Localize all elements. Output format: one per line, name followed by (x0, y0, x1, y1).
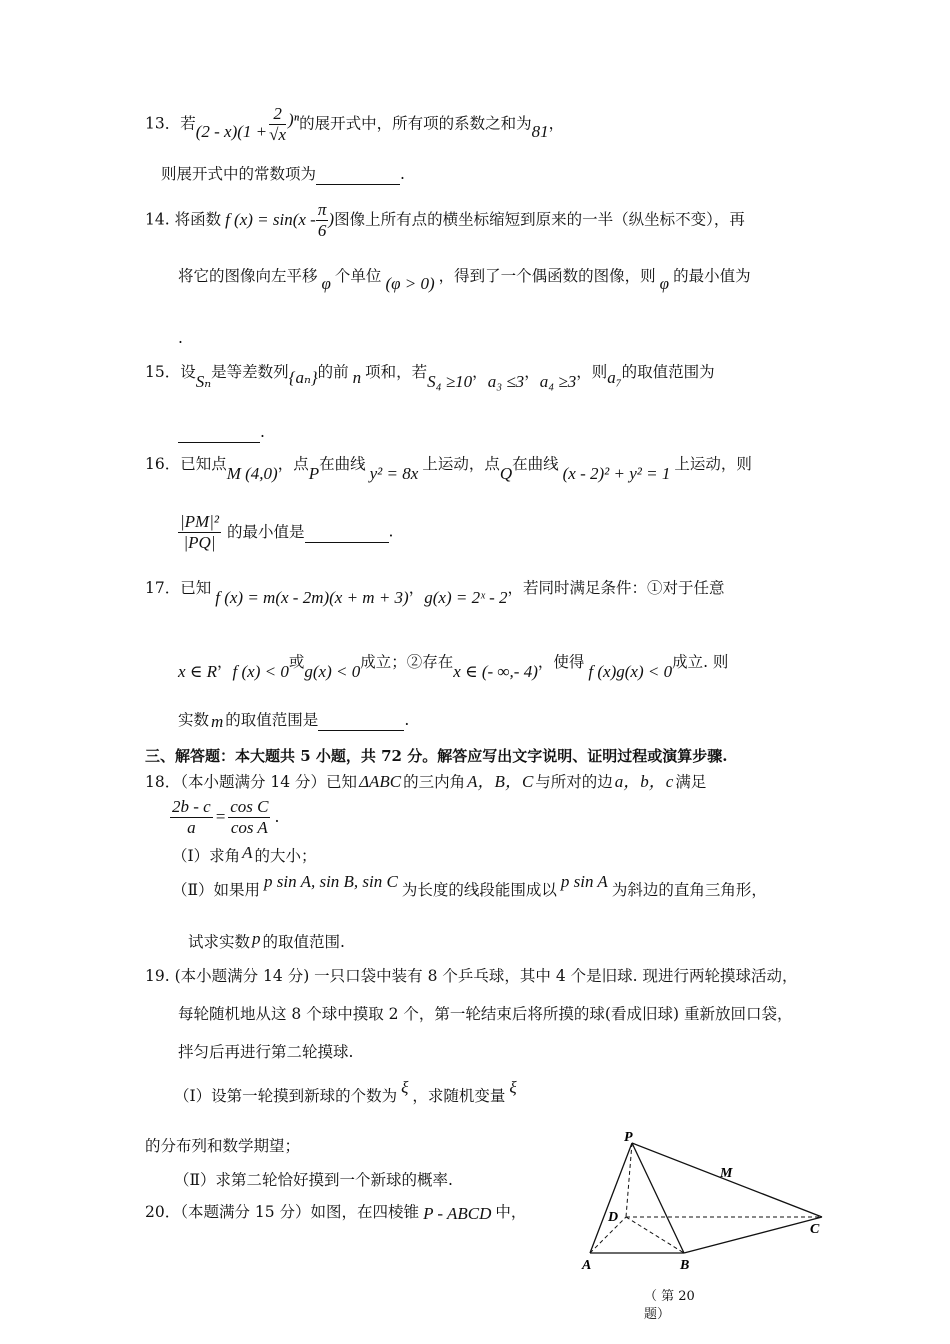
q13-end: . (400, 165, 405, 183)
q13-text1: 的展开式中，所有项的系数之和为 (299, 114, 532, 133)
q17-x-interval: x ∈ (- ∞,- 4) (453, 662, 538, 681)
edge-BC (684, 1217, 822, 1253)
q14-phi: φ (321, 274, 331, 293)
q15-number: 15．设 (145, 363, 196, 381)
q17-text2: 成立；②存在 (360, 653, 454, 671)
q16-curve1: y² = 8x (369, 464, 419, 483)
q19-part1-cont: 的分布列和数学期望； (145, 1137, 301, 1155)
q15-cond2: a₃ ≤3 (487, 372, 525, 391)
q13-expr-a: (2 - x)(1 + (195, 121, 268, 141)
q18-p1a: （Ⅰ）求角 (172, 847, 241, 865)
q13-number: 13．若 (145, 114, 196, 133)
q18-lengths: p sin A, sin B, sin C (264, 872, 398, 891)
q17-function-g: g(x) = 2ˣ - 2 (424, 588, 508, 607)
q18-dot: . (274, 807, 280, 826)
q16-text1: ，点 (277, 455, 309, 473)
q15-cond1: S₄ ≥10 (427, 372, 473, 391)
q14-phi-2: φ (659, 274, 670, 293)
q13-sum: 81 (531, 121, 549, 141)
q18-angle-A: A (242, 843, 253, 862)
q14-text4: ，得到了一个偶函数的图像，则 (438, 267, 656, 285)
q15-comma2: ， (524, 363, 540, 381)
q16-answer-blank[interactable] (305, 522, 389, 543)
q14-text5: 的最小值为 (673, 267, 751, 285)
q17-g-negative: g(x) < 0 (304, 662, 361, 681)
q15-text1: 是等差数列 (211, 363, 289, 381)
q17-m: m (211, 712, 224, 731)
q18-sides: a，b，c (614, 772, 674, 791)
q17-line3 (178, 710, 409, 731)
q17-text3: ，使得 (537, 653, 585, 671)
q17-function-f: f (x) = m(x - 2m)(x + m + 3) (215, 588, 409, 607)
q18-head: 18．（本小题满分 14 分）已知 (145, 773, 358, 791)
q17-or: 或 (288, 653, 305, 671)
q14-text1: 图像上所有点的横坐标缩短到原来的一半（纵坐标不变），再 (334, 210, 745, 229)
q17-sep2: ， (217, 653, 233, 671)
q15-end: . (260, 423, 265, 441)
q17-text1: ，若同时满足条件：①对于任意 (507, 579, 725, 597)
q14-line2 (178, 266, 751, 293)
q14-close-paren: ) (328, 209, 335, 229)
q16-text3: 上运动，点 (422, 455, 500, 473)
label-M: M (720, 1166, 733, 1181)
q18-p3a: 试求实数 (188, 933, 251, 951)
q16-point-Q: Q (499, 464, 513, 483)
q14-text2: 将它的图像向左平移 (178, 267, 318, 285)
q15-text4: ，则 (576, 363, 608, 381)
q18-p1b: 的大小； (254, 847, 317, 865)
q15-answer-blank[interactable] (178, 422, 260, 443)
q15-comma1: ， (472, 363, 488, 381)
q17-end: . (404, 711, 410, 729)
edge-PD (626, 1143, 632, 1217)
q20-head: 20．（本题满分 15 分）如图，在四棱锥 (145, 1203, 420, 1221)
q16-text6: 的最小值是 (227, 522, 305, 541)
q14-function: f (x) = sin(x - (225, 209, 316, 229)
q15-text5: 的取值范围为 (621, 363, 715, 381)
q18-text1: 的三内角 (403, 773, 466, 791)
q17-line2 (178, 652, 729, 681)
q20-pyramid: P - ABCD (423, 1204, 492, 1223)
q13-text2: ， (548, 114, 565, 133)
q15-a7: a₇ (607, 368, 622, 387)
q14-frac: $\frac{\pi}{6}$ (317, 200, 327, 240)
q14-text3: 个单位 (334, 267, 382, 285)
q14-line3 (178, 328, 183, 348)
q17-text5: 实数 (178, 711, 210, 729)
q16-frac: $\frac{\text{|PM|²}}{|PQ|}$ (180, 512, 219, 552)
q18-frac2: $\frac{\text{cos C}}{\text{cos A}}$ (230, 797, 269, 837)
q18-p: p (252, 929, 261, 948)
q17-number: 17．已知 (145, 579, 212, 597)
q13-frac: $\frac{2}{√x}$ (269, 104, 287, 144)
q20-line1 (145, 1202, 526, 1222)
q18-text3: 满足 (675, 773, 707, 791)
label-P: P (624, 1130, 633, 1145)
edge-PA (590, 1143, 632, 1253)
q19-p1b: ，求随机变量 (412, 1087, 506, 1105)
q18-line1 (145, 772, 706, 792)
q15-an: {aₙ} (288, 368, 318, 387)
q18-p2a: （Ⅱ）如果用 (172, 881, 261, 899)
q18-line2 (170, 797, 279, 838)
q15-n: n (352, 368, 362, 387)
q14-line1 (145, 200, 745, 241)
q14-condition: (φ > 0) (385, 274, 435, 293)
q19-part2: （Ⅱ）求第二轮恰好摸到一个新球的概率. (174, 1171, 453, 1189)
q19-part1 (174, 1078, 521, 1106)
q15-cond3: a₄ ≥3 (539, 372, 577, 391)
q16-curve2: (x - 2)² + y² = 1 (562, 464, 671, 483)
q18-part3 (188, 929, 345, 952)
q13-line2 (161, 164, 405, 185)
q18-hypotenuse: p sin A (560, 872, 608, 891)
q18-p3b: 的取值范围. (262, 933, 345, 951)
q13-expr-b: )ⁿ (288, 109, 300, 129)
q15-text3: 项和，若 (365, 363, 428, 381)
label-B: B (680, 1258, 690, 1273)
q17-line1 (145, 578, 725, 607)
q17-sep: ， (408, 579, 425, 597)
q16-line2 (178, 512, 393, 553)
q18-part2 (172, 872, 767, 900)
figure-caption-1: （ 第 20 (644, 1289, 695, 1304)
q16-number: 16．已知点 (145, 455, 227, 473)
q19-line2: 每轮随机地从这 8 个球中摸取 2 个，第一轮结束后将所摸的球(看成旧球) 重新放回口袋， (178, 1005, 793, 1023)
section3-heading: 三、解答题：本大题共 5 小题，共 72 分。解答应写出文字说明、证明过程或演算步骤. (145, 747, 728, 765)
q16-end: . (388, 522, 394, 541)
q18-triangle: ΔABC (359, 772, 402, 791)
q19-xi-2: ξ (509, 1078, 517, 1097)
q14-dot: . (178, 329, 183, 347)
q17-answer-blank[interactable] (318, 710, 404, 731)
q15-Sn: Sₙ (195, 372, 212, 391)
q16-point-M: M (4,0) (226, 464, 278, 483)
q17-x-in-R: x ∈ R (178, 662, 218, 681)
q17-text4: 成立. 则 (672, 653, 729, 671)
q13-question: 则展开式中的常数项为 (161, 165, 317, 183)
label-A: A (582, 1258, 592, 1273)
q14-number: 14. 将函数 (145, 210, 222, 229)
q15-text2: 的前 (317, 363, 349, 381)
q18-p2b: 为长度的线段能围成以 (401, 881, 557, 899)
label-C: C (810, 1222, 820, 1237)
pyramid-figure (570, 1125, 830, 1275)
q19-p1a: （Ⅰ）设第一轮摸到新球的个数为 (174, 1087, 398, 1105)
q15-line1 (145, 362, 715, 391)
q17-product: f (x)g(x) < 0 (588, 662, 673, 681)
q13-line1 (145, 104, 564, 145)
q15-line2 (178, 422, 265, 443)
q16-text5: 上运动，则 (674, 455, 752, 473)
q19-xi: ξ (401, 1078, 409, 1097)
q18-equals: = (214, 806, 227, 826)
q16-text4: 在曲线 (512, 455, 559, 473)
q18-angles: A，B，C (467, 772, 534, 791)
q18-part1 (172, 843, 317, 866)
q16-line1 (145, 454, 752, 483)
q19-line3: 拌匀后再进行第二轮摸球. (178, 1043, 354, 1061)
q16-text2: 在曲线 (319, 455, 366, 473)
q17-f-negative: f (x) < 0 (232, 662, 289, 681)
q13-answer-blank[interactable] (316, 164, 400, 185)
q19-line1: 19. (本小题满分 14 分) 一只口袋中装有 8 个乒乓球，其中 4 个是旧球. 现进行两轮摸球活动， (145, 967, 798, 985)
q18-text2: 与所对的边 (535, 773, 613, 791)
q18-p2c: 为斜边的直角三角形， (611, 881, 767, 899)
q17-text6: 的取值范围是 (225, 711, 319, 729)
label-D: D (608, 1210, 619, 1225)
q20-text1: 中， (495, 1203, 527, 1221)
figure-caption-2: 题） (644, 1307, 671, 1322)
q16-point-P: P (308, 464, 320, 483)
q18-frac1: $\frac{2b - c}{a}$ (172, 797, 211, 837)
